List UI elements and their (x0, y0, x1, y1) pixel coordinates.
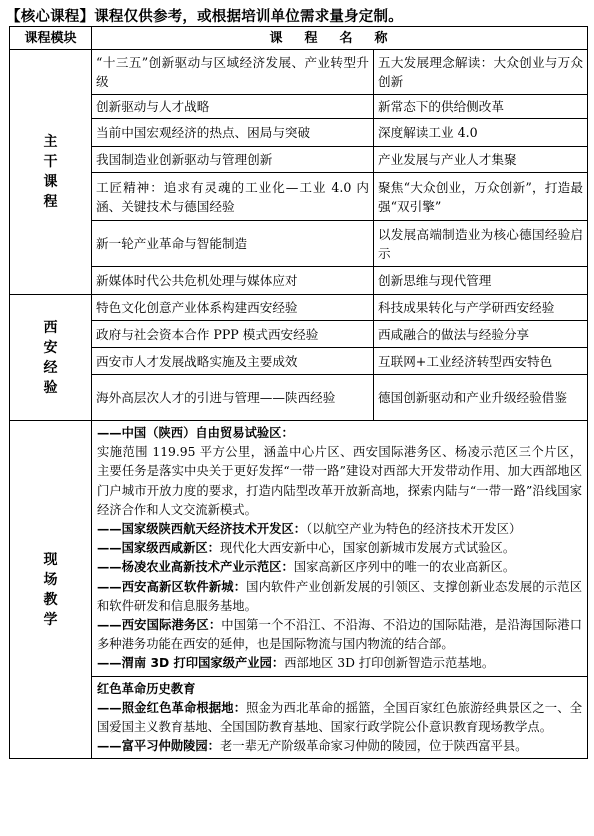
site-item-desc: 西部地区 3D 打印创新智造示范基地。 (284, 656, 495, 671)
table-row (10, 375, 588, 421)
course-cell: 深度解读工业 4.0 (374, 119, 588, 147)
site-item (97, 616, 582, 654)
site-item-desc: 中国第一个不沿江、不沿海、不沿边的国际陆港，是沿海国际港口多种港务功能在西安的延伸，也是国际物流与国内物流的结合部。 (97, 618, 582, 652)
table-row (10, 676, 588, 759)
table-row (10, 267, 588, 295)
header-course-name: 课程名称 (92, 27, 588, 50)
site-item-desc: 国家高新区序列中的唯一的农业高新区。 (293, 560, 516, 575)
course-cell: “十三五”创新驱动与区域经济发展、产业转型升级 (92, 50, 374, 95)
site-red-history-cell (92, 676, 588, 759)
table-row (10, 95, 588, 119)
site-item (97, 578, 582, 616)
course-cell: 我国制造业创新驱动与管理创新 (92, 147, 374, 173)
site-zones-cell (92, 421, 588, 677)
site-item-desc: 照金为西北革命的摇篮，全国百家红色旅游经典景区之一、全国爱国主义教育基地、全国国防教育基地、国家行政学院公仆意识教育现场教学点。 (97, 700, 582, 735)
course-cell: 特色文化创意产业体系构建西安经验 (92, 295, 374, 321)
table-row (10, 295, 588, 321)
course-cell: 政府与社会资本合作 PPP 模式西安经验 (92, 321, 374, 348)
course-cell: 当前中国宏观经济的热点、困局与突破 (92, 119, 374, 147)
course-cell: 以发展高端制造业为核心德国经验启示 (374, 221, 588, 267)
course-cell: 西咸融合的做法与经验分享 (374, 321, 588, 348)
site-item (97, 737, 582, 756)
page-title: 【核心课程】课程仅供参考，或根据培训单位需求量身定制。 (6, 9, 403, 25)
course-cell: 新媒体时代公共危机处理与媒体应对 (92, 267, 374, 295)
header-module: 课程模块 (10, 27, 92, 50)
course-cell: 创新思维与现代管理 (374, 267, 588, 295)
course-cell: 聚焦“大众创业，万众创新”，打造最强“双引擎” (374, 173, 588, 221)
course-cell: 新常态下的供给侧改革 (374, 95, 588, 119)
zone-heading: ——中国（陕西）自由贸易试验区： (97, 426, 294, 440)
module-xian-experience: 西安经验 (10, 295, 92, 421)
table-row (10, 421, 588, 677)
site-item-name: ——照金红色革命根据地： (97, 700, 247, 715)
course-cell: 创新驱动与人才战略 (92, 95, 374, 119)
site-item-desc: 现代化大西安新中心，国家创新城市发展方式试验区。 (219, 541, 516, 556)
site-item-desc: 国内软件产业创新发展的引领区、支撑创新业态发展的示范区和软件研发和信息服务基地。 (97, 579, 582, 613)
module-main-courses: 主干课程 (10, 50, 92, 295)
course-cell: 五大发展理念解读：大众创业与万众创新 (374, 50, 588, 95)
site-item-name: ——国家级西咸新区： (97, 541, 220, 556)
site-item (97, 558, 582, 577)
course-cell: 互联网+工业经济转型西安特色 (374, 348, 588, 375)
zone-body: 实施范围 119.95 平方公里，涵盖中心片区、西安国际港务区、杨凌示范区三个片区， 主要任务是落实中央关于更好发挥“一带一路”建设对西部大开发带动作用、加大西部地区门户城市开放力度的要求，打造内陆型改革开放新高地，探索内陆与“一带一路”沿线国家经济合作和人文交流新模式。 (97, 445, 583, 517)
site-item-name: ——国家级陕西航天经济技术开发区： (97, 522, 307, 537)
site-item (97, 539, 582, 558)
course-cell: 西安市人才发展战略实施及主要成效 (92, 348, 374, 375)
course-cell: 德国创新驱动和产业升级经验借鉴 (374, 375, 588, 421)
site-item-desc: （以航空产业为特色的经济技术开发区） (306, 522, 522, 537)
table-row (10, 173, 588, 221)
site-item-name: ——西安国际港务区： (97, 618, 222, 633)
site-item-name: ——富平习仲勋陵园： (97, 739, 220, 754)
red-heading: 红色革命历史教育 (97, 681, 196, 696)
course-cell: 工匠精神：追求有灵魂的工业化—工业 4.0 内涵、关键技术与德国经验 (92, 173, 374, 221)
table-row (10, 119, 588, 147)
site-item (97, 654, 582, 673)
course-cell: 新一轮产业革命与智能制造 (92, 221, 374, 267)
table-row (10, 147, 588, 173)
table-row (10, 321, 588, 348)
table-header-row (10, 27, 588, 50)
table-row (10, 221, 588, 267)
table-row (10, 50, 588, 95)
course-cell: 产业发展与产业人才集聚 (374, 147, 588, 173)
module-site-teaching: 现场教学 (10, 421, 92, 759)
course-cell: 海外高层次人才的引进与管理——陕西经验 (92, 375, 374, 421)
course-cell: 科技成果转化与产学研西安经验 (374, 295, 588, 321)
site-item-name: ——西安高新区软件新城： (97, 579, 247, 594)
site-item-name: ——杨凌农业高新技术产业示范区： (97, 560, 294, 575)
site-item-desc: 老一辈无产阶级革命家习仲勋的陵园，位于陕西富平县。 (219, 739, 528, 754)
course-table (9, 26, 588, 759)
site-item (97, 520, 582, 539)
table-row (10, 348, 588, 375)
site-item (97, 699, 582, 737)
site-item-name: ——渭南 3D 打印国家级产业园： (97, 656, 285, 671)
